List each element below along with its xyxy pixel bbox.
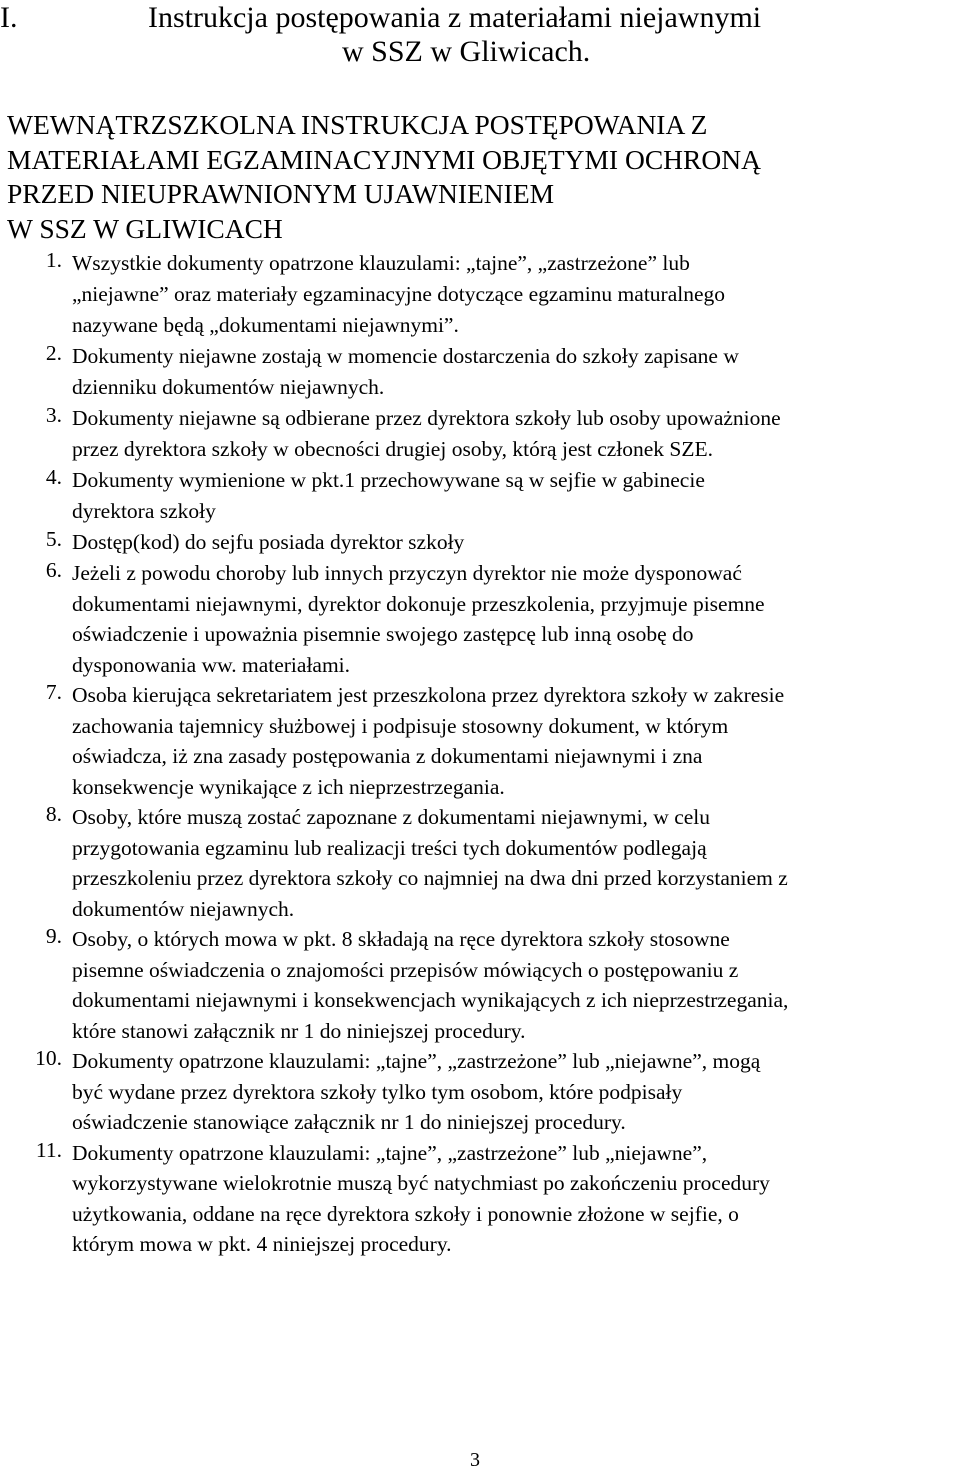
list-item-line: konsekwencje wynikające z ich nieprzestrzegania. [72,774,505,799]
list-item [0,1138,960,1260]
section-number: I. [0,1,18,34]
list-item-line: przeszkoleniu przez dyrektora szkoły co najmniej na dwa dni przed korzystaniem z [72,866,788,890]
list-item-line: dokumentów niejawnych. [72,896,295,921]
list-item-line: oświadcza, iż zna zasady postępowania z dokumentami niejawnymi i zna [72,744,703,768]
list-item-line: wykorzystywane wielokrotnie muszą być natychmiast po zakończeniu procedury [72,1171,770,1195]
list-item-line: przygotowania egzaminu lub realizacji treści tych dokumentów podlegają [72,835,707,860]
list-item-line: Jeżeli z powodu choroby lub innych przyczyn dyrektor nie może dysponować [72,561,742,585]
list-item [0,1046,960,1138]
list-item-line: dokumentami niejawnymi, dyrektor dokonuje przeszkolenia, przyjmuje pisemne [72,591,765,616]
document-title [7,108,947,246]
list-item [0,680,960,802]
list-item [0,465,960,527]
list-item-number: 8. [45,802,62,826]
list-item-line: dzienniku dokumentów niejawnych. [72,375,385,399]
list-item-line: Dokumenty opatrzone klauzulami: „tajne”, „zastrzeżone” lub „niejawne”, mogą [72,1049,761,1073]
document-title-line: W SSZ W GLIWICACH [7,212,283,244]
list-item-line: Dokumenty niejawne zostają w momencie dostarczenia do szkoły zapisane w [72,344,739,368]
list-item [0,248,960,341]
document-title-line: PRZED NIEUPRAWNIONYM UJAWNIENIEM [7,178,555,209]
list-item-number: 1. [45,248,62,272]
list-item [0,802,960,924]
list-item-line: nazywane będą „dokumentami niejawnymi”. [72,313,459,337]
list-item-number: 7. [45,680,62,704]
list-item-line: pisemne oświadczenia o znajomości przepisów mówiących o postępowaniu z [72,957,739,982]
list-item-line: oświadczenie stanowiące załącznik nr 1 do niniejszej procedury. [72,1110,626,1134]
list-item-number: 6. [45,558,62,582]
list-item-line: Osoba kierująca sekretariatem jest przeszkolona przez dyrektora szkoły w zakresie [72,683,785,707]
list-item-line: być wydane przez dyrektora szkoły tylko tym osobom, które podpisały [72,1079,683,1104]
page-number: 3 [470,1449,480,1471]
list-item-line: użytkowania, oddane na ręce dyrektora szkoły i ponownie złożone w sejfie, o [72,1201,739,1226]
list-item [0,558,960,680]
list-item [0,924,960,1046]
list-item-line: oświadczenie i upoważnia pisemnie swojego zastępcę lub inną osobę do [72,622,694,646]
document-title-line: WEWNĄTRZSZKOLNA INSTRUKCJA POSTĘPOWANIA Z [7,109,708,140]
numbered-list [0,248,960,1260]
list-item-line: dysponowania ww. materiałami. [72,652,351,677]
list-item-line: dyrektora szkoły [72,499,216,523]
list-item-line: dokumentami niejawnymi i konsekwencjach wynikających z ich nieprzestrzegania, [72,988,789,1012]
list-item-line: Wszystkie dokumenty opatrzone klauzulami: „tajne”, „zastrzeżone” lub [72,251,690,275]
list-item-line: które stanowi załącznik nr 1 do niniejszej procedury. [72,1018,526,1043]
list-item-line: Dokumenty opatrzone klauzulami: „tajne”, „zastrzeżone” lub „niejawne”, [72,1140,708,1165]
list-item-line: przez dyrektora szkoły w obecności drugiej osoby, którą jest członek SZE. [72,437,714,461]
list-item-line: Dokumenty niejawne są odbierane przez dyrektora szkoły lub osoby upoważnione [72,406,781,430]
list-item-line: „niejawne” oraz materiały egzaminacyjne dotyczące egzaminu maturalnego [72,282,726,306]
list-item-number: 2. [45,341,62,365]
section-title-line-2: w SSZ w Gliwicach. [342,35,591,68]
list-item-number: 9. [45,924,62,948]
list-item-line: Osoby, które muszą zostać zapoznane z dokumentami niejawnymi, w celu [72,805,711,829]
list-item [0,341,960,403]
list-item-number: 5. [45,527,62,551]
list-item-line: Osoby, o których mowa w pkt. 8 składają na ręce dyrektora szkoły stosowne [72,927,730,951]
list-item-number: 4. [45,465,62,489]
document-title-line: MATERIAŁAMI EGZAMINACYJNYMI OBJĘTYMI OCHRONĄ [7,143,761,175]
list-item-number: 10. [35,1046,62,1070]
list-item-number: 11. [35,1137,62,1162]
list-item-line: zachowania tajemnicy służbowej i podpisuje stosowny dokument, w którym [72,713,729,738]
list-item-line: Dostęp(kod) do sejfu posiada dyrektor szkoły [72,530,465,554]
list-item [0,403,960,465]
list-item [0,527,960,558]
list-item-line: Dokumenty wymienione w pkt.1 przechowywane są w sejfie w gabinecie [72,468,705,492]
list-item-number: 3. [45,403,62,427]
section-title-line-1: Instrukcja postępowania z materiałami niejawnymi [148,1,762,34]
list-item-line: którym mowa w pkt. 4 niniejszej procedury. [72,1232,452,1256]
